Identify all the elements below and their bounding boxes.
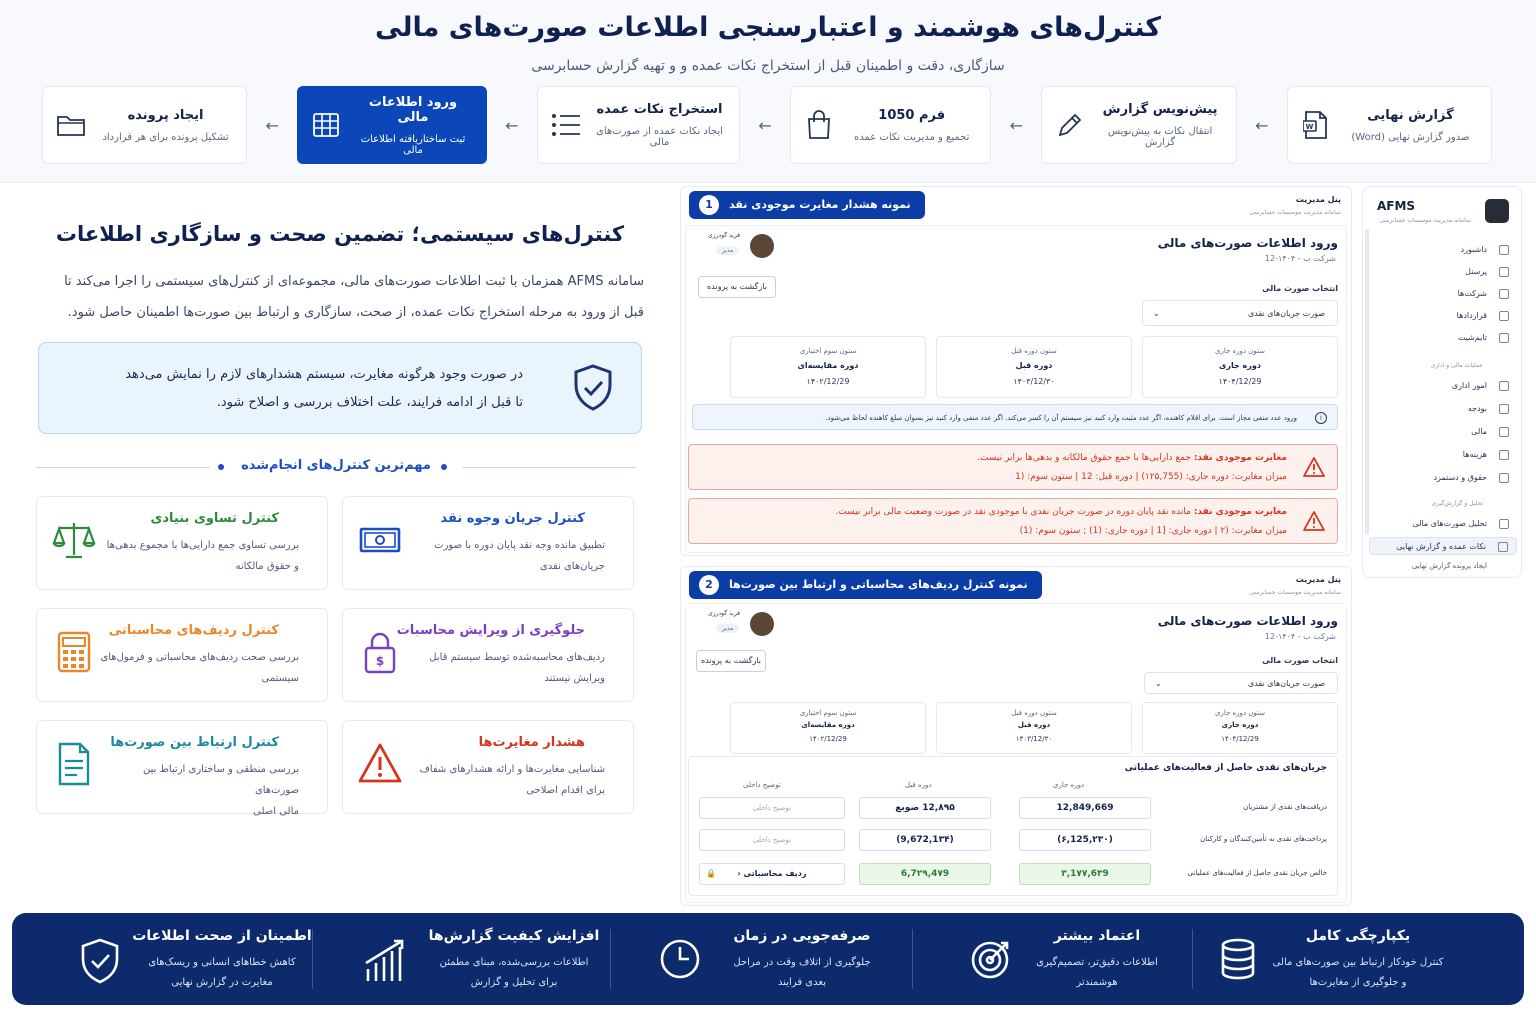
column-date: ۱۴۰۲/12/29: [809, 735, 847, 743]
table-title: جریان‌های نقدی حاصل از فعالیت‌های عملیاتی: [1124, 763, 1327, 773]
discrepancy-alert: [688, 444, 1338, 490]
report-icon: [1498, 542, 1508, 552]
sidebar-item-costs[interactable]: [1369, 446, 1517, 464]
row-label: پرداخت‌های نقدی به تأمین‌کنندگان و کارکنان: [1200, 835, 1327, 843]
card-desc: [405, 759, 605, 801]
card-desc-line: ردیف‌های محاسبه‌شده توسط سیستم قابل: [429, 652, 605, 663]
form-title: ورود اطلاعات صورت‌های مالی: [1157, 236, 1338, 250]
card-title: کنترل ارتباط بین صورت‌ها: [110, 735, 279, 750]
benefit-desc: [414, 953, 614, 993]
card-desc: [99, 759, 299, 822]
benefit-desc-line: جلوگیری از اتلاف وقت در مراحل: [733, 957, 871, 968]
sidebar-item-finance[interactable]: [1369, 423, 1517, 441]
column-date: ۱۴۰۴/12/29: [1218, 377, 1262, 386]
sidebar-item-label: قراردادها: [1456, 311, 1487, 320]
step-desc: تشکیل پرونده برای هر قرارداد: [102, 131, 229, 143]
sidebar-item-payroll[interactable]: [1369, 469, 1517, 487]
sample-panel-cash-warning: [680, 186, 1352, 556]
calculator-icon: [51, 629, 97, 675]
arrow-icon: ←: [1009, 115, 1024, 135]
arrow-icon: ←: [505, 115, 519, 135]
svg-text:$: $: [375, 654, 385, 668]
shield-check-icon: [76, 937, 122, 983]
divider-line: [462, 467, 636, 468]
statement-select[interactable]: [1142, 300, 1338, 326]
arrow-icon: ←: [265, 115, 279, 135]
alert-title: [835, 507, 1287, 517]
step-desc: تجمیع و مدیریت نکات عمده: [854, 131, 970, 143]
pencil-icon: [1054, 109, 1086, 141]
benefit-title: اعتماد بیشتر: [1053, 928, 1141, 944]
control-card: [36, 608, 328, 702]
sidebar-item-label: تحلیل صورت‌های مالی: [1412, 519, 1487, 528]
column-date: ۱۴۰۴/12/29: [1221, 735, 1259, 743]
card-title: کنترل جریان وجوه نقد: [440, 511, 585, 526]
alert-text: جمع دارایی‌ها با جمع حقوق مالکانه و بدهی‌ها برابر نیست.: [977, 453, 1191, 463]
payroll-icon: [1499, 473, 1509, 483]
step-title: استخراج نکات عمده: [596, 102, 723, 117]
sidebar-item-label: حقوق و دستمزد: [1433, 473, 1487, 482]
contract-icon: [1499, 311, 1509, 321]
user-role-badge: مدیر: [716, 246, 739, 255]
column-header: ستون سوم اختیاری: [799, 709, 857, 717]
column-name: دوره مقایسه‌ای: [797, 361, 859, 370]
previous-period-column[interactable]: [936, 702, 1132, 754]
intro-line: سامانه AFMS همزمان با ثبت اطلاعات صورت‌های مالی، مجموعه‌ای از کنترل‌های سیستمی را اجرا می‌کند تا: [64, 274, 644, 289]
sample-badge: [689, 571, 1042, 599]
form-title: ورود اطلاعات صورت‌های مالی: [1157, 614, 1338, 628]
card-desc-line: و حقوق مالکانه: [235, 561, 299, 572]
step-form-1050[interactable]: [790, 86, 991, 164]
badge-number: 2: [699, 575, 719, 595]
admin-icon: [1499, 381, 1509, 391]
arrow-icon: ←: [1255, 115, 1269, 135]
panel-subtitle: سامانه مدیریت موسسات حسابرسی: [1249, 209, 1341, 216]
word-icon: [1300, 109, 1332, 141]
column-header: ستون دوره جاری: [1214, 347, 1266, 355]
sidebar-item-label: ایجاد پرونده گزارش نهایی: [1412, 562, 1487, 570]
sidebar-item-admin[interactable]: [1369, 377, 1517, 395]
intro-line: قبل از ورود به مرحله استخراج نکات عمده، از صحت، سازگاری و ارتباط بین صورت‌ها اطمینان حاصل شود.: [67, 305, 644, 320]
column-name: دوره جاری: [1219, 361, 1261, 370]
benefit-desc: [1258, 953, 1458, 993]
internal-note-input[interactable]: توضیح داخلی: [699, 797, 845, 819]
brand: [1371, 197, 1509, 237]
card-title: جلوگیری از ویرایش محاسبات: [396, 623, 585, 638]
sidebar-group-label[interactable]: تحلیل و گزارش‌گیری: [1431, 500, 1483, 507]
statement-select[interactable]: [1144, 672, 1338, 694]
discrepancy-alert: [688, 498, 1338, 544]
app-sidebar: [1362, 186, 1522, 578]
benefit-title: صرفه‌جویی در زمان: [733, 928, 871, 944]
intro-text: [36, 266, 644, 328]
sidebar-item-create-report[interactable]: [1369, 557, 1517, 575]
user-role-badge: مدیر: [716, 624, 739, 633]
current-period-column[interactable]: [1142, 702, 1338, 754]
panel-title: پنل مدیریت: [1295, 195, 1341, 204]
calculated-row-tag: [699, 863, 845, 885]
column-name: دوره جاری: [1221, 721, 1259, 729]
header: [0, 0, 1536, 183]
benefit-desc-line: اطلاعات دقیق‌تر، تصمیم‌گیری: [1036, 957, 1158, 968]
card-title: کنترل ردیف‌های محاسباتی: [108, 623, 279, 638]
badge-label: نمونه کنترل ردیف‌های محاسباتی و ارتباط بین صورت‌ها: [729, 578, 1028, 591]
form-subtitle: شرکت ب - ۱۴۰۴-12: [1264, 632, 1336, 641]
card-desc: [99, 535, 299, 577]
select-value: صورت جریان‌های نقدی: [1248, 679, 1325, 688]
control-card: [342, 720, 634, 814]
warning-icon: [357, 741, 403, 787]
column-name: دوره مقایسه‌ای: [801, 721, 855, 729]
page-title: کنترل‌های هوشمند و اعتبارسنجی اطلاعات صورت‌های مالی: [375, 12, 1161, 43]
benefit-item: [72, 913, 372, 1005]
previous-value-input[interactable]: (9,672,1۳۴): [859, 829, 991, 851]
controls-info: [36, 190, 644, 820]
badge-number: 1: [699, 195, 719, 215]
divider-dot: [441, 464, 447, 470]
section-title: مهم‌ترین کنترل‌های انجام‌شده: [241, 458, 431, 473]
card-desc-line: شناسایی مغایرت‌ها و ارائه هشدارهای شفاف: [419, 764, 605, 775]
column-header: ستون دوره قبل: [1011, 709, 1057, 717]
list-icon: [550, 109, 582, 141]
current-period-column[interactable]: [1142, 336, 1338, 398]
step-enter-financial-data[interactable]: [297, 86, 487, 164]
step-desc: صدور گزارش نهایی (Word): [1351, 131, 1470, 143]
badge-label: نمونه هشدار مغایرت موجودی نقد: [729, 198, 911, 211]
chart-icon: [1499, 519, 1509, 529]
card-desc-line: ویرایش نیستند: [544, 673, 605, 684]
notice-box: [38, 342, 642, 434]
benefit-desc-line: و جلوگیری از مغایرت‌ها: [1309, 977, 1407, 988]
svg-text:W: W: [1305, 123, 1314, 131]
column-date: ۱۴۰۲/12/29: [806, 377, 850, 386]
chevron-down-icon: ⌄: [1155, 679, 1162, 688]
step-final-report[interactable]: [1287, 86, 1492, 164]
column-header: ستون دوره قبل: [1011, 347, 1057, 355]
column-date: ۱۴۰۳/12/۳۰: [1015, 735, 1053, 743]
card-desc-line: جریان‌های نقدی: [539, 561, 605, 572]
budget-icon: [1499, 404, 1509, 414]
card-title: کنترل تساوی بنیادی: [150, 511, 279, 526]
sidebar-item-personnel[interactable]: [1369, 263, 1517, 281]
benefit-desc-line: مغایرت در گزارش نهایی: [171, 977, 273, 988]
building-icon: [1499, 289, 1509, 299]
cash-flow-table: [688, 756, 1338, 896]
brand-subtitle: سامانه مدیریت موسسات حسابرسی: [1379, 217, 1471, 224]
cash-icon: [357, 517, 403, 563]
section-heading: کنترل‌های سیستمی؛ تضمین صحت و سازگاری اطلاعات: [55, 222, 625, 246]
sidebar-item-timesheet[interactable]: [1369, 329, 1517, 347]
sidebar-item-label: بودجه: [1467, 404, 1487, 413]
costs-icon: [1499, 450, 1509, 460]
card-desc: [405, 647, 605, 689]
step-desc: ثبت ساختاریافته اطلاعات مالی: [360, 133, 466, 156]
benefit-item: [652, 913, 952, 1005]
user-name: فرید گودرزی: [708, 610, 741, 617]
card-desc-line: بررسی صحت ردیف‌های محاسباتی و فرمول‌های: [100, 652, 299, 663]
row-label: خالص جریان نقدی حاصل از فعالیت‌های عملیاتی: [1187, 869, 1327, 877]
control-cards: [36, 496, 636, 816]
control-card: [342, 496, 634, 590]
select-label: انتخاب صورت مالی: [1262, 284, 1338, 293]
benefit-desc-line: برای تحلیل و گزارش: [470, 977, 558, 988]
avatar[interactable]: [750, 234, 774, 258]
warning-icon: [1303, 456, 1325, 478]
control-card: [36, 496, 328, 590]
sidebar-item-label: شرکت‌ها: [1457, 289, 1487, 298]
sidebar-item-label: مالی: [1471, 427, 1487, 436]
optional-third-column[interactable]: [730, 336, 926, 398]
notice-text: [103, 361, 523, 417]
lock-icon: 🔒: [706, 869, 716, 878]
panel-subtitle: سامانه مدیریت موسسات حسابرسی: [1249, 589, 1341, 596]
card-desc: [405, 535, 605, 577]
benefit-desc-line: هوشمندتر: [1076, 977, 1118, 988]
column-header: دوره جاری: [1053, 781, 1085, 789]
alert-values: میزان مغایرت: (۲ | دوره جاری: [1 | دوره جاری: (1) ; ستون سوم: (1): [1019, 526, 1287, 536]
step-desc: انتقال نکات به پیش‌نویس گزارش: [1107, 126, 1213, 148]
card-desc-line: بررسی منطقی و ساختاری ارتباط بین صورت‌های: [143, 764, 299, 796]
alert-values: میزان مغایرت: دوره جاری: (۱۲۵,755) | دوره قبل: 12 | ستون سوم: (1: [1015, 472, 1287, 482]
lock-icon: [357, 629, 403, 675]
info-note: [692, 404, 1338, 430]
previous-value-input[interactable]: 12,۸۹۵ ضوبع: [859, 797, 991, 819]
dashboard-icon: [1499, 245, 1509, 255]
sidebar-item-fs-analysis[interactable]: [1369, 515, 1517, 533]
form-card: [685, 225, 1347, 553]
benefit-item: [364, 913, 664, 1005]
step-title: پیش‌نویس گزارش: [1102, 102, 1218, 117]
afms-logo-icon: [1485, 199, 1509, 223]
users-icon: [1499, 267, 1509, 277]
alert-heading: مغایرت موجودی نقد:: [1193, 453, 1287, 463]
sidebar-group-label[interactable]: عملیات مالی و اداری: [1430, 362, 1483, 369]
brand-name: AFMS: [1377, 199, 1416, 213]
panel-title: پنل مدیریت: [1295, 575, 1341, 584]
benefit-desc-line: بعدی فرایند: [778, 977, 826, 988]
control-card: [36, 720, 328, 817]
sidebar-item-companies[interactable]: [1369, 285, 1517, 303]
card-desc-line: تطبیق مانده وجه نقد پایان دوره با صورت: [434, 540, 605, 551]
section-divider: [36, 456, 636, 480]
sidebar-item-budget[interactable]: [1369, 400, 1517, 418]
benefit-desc-line: کاهش خطاهای انسانی و ریسک‌های: [148, 957, 296, 968]
column-name: دوره قبل: [1017, 721, 1051, 729]
column-header: ستون دوره جاری: [1214, 709, 1266, 717]
page-subtitle: سازگاری، دقت و اطمینان قبل از استخراج نکات عمده و و تهیه گزارش حسابرسی: [531, 58, 1005, 74]
previous-period-column[interactable]: [936, 336, 1132, 398]
step-title: گزارش نهایی: [1367, 107, 1454, 123]
balance-scale-icon: [51, 517, 97, 563]
card-title: هشدار مغایرت‌ها: [478, 735, 585, 750]
benefit-desc: [702, 953, 902, 993]
clock-icon: [1499, 333, 1509, 343]
benefits-bar: [12, 913, 1524, 1005]
shield-check-icon: [571, 363, 615, 413]
warning-icon: [1303, 510, 1325, 532]
calculated-previous-value: 6,7۲۹,4۷9: [859, 863, 991, 885]
control-card: [342, 608, 634, 702]
benefit-title: اطمینان از صحت اطلاعات: [132, 928, 312, 944]
form-card: [685, 603, 1347, 903]
sidebar-item-label: نکات عمده و گزارش نهایی: [1396, 542, 1486, 551]
step-title: فرم 1050: [878, 107, 946, 123]
card-desc-line: سیستمی: [261, 673, 299, 684]
card-desc-line: مالی اصلی: [253, 806, 299, 817]
column-date: ۱۴۰۳/12/۳۰: [1013, 377, 1055, 386]
info-icon: i: [1315, 412, 1327, 424]
calculated-current-value: ۳,1۷۷,6۳9: [1019, 863, 1151, 885]
step-create-file[interactable]: [42, 86, 247, 164]
card-desc-line: برای اقدام اصلاحی: [526, 785, 605, 796]
internal-note-input[interactable]: توضیح داخلی: [699, 829, 845, 851]
benefit-desc-line: اطلاعات بررسی‌شده، مبنای مطمئن: [439, 957, 589, 968]
document-icon: [51, 741, 97, 787]
form-subtitle: شرکت ب - ۱۴۰۴-12: [1264, 254, 1336, 263]
select-value: صورت جریان‌های نقدی: [1248, 309, 1325, 318]
step-desc: ایجاد نکات عمده از صورت‌های مالی: [596, 126, 723, 148]
user-name: فرید گودرزی: [708, 232, 741, 239]
column-name: دوره قبل: [1015, 361, 1053, 370]
step-title: ایجاد پرونده: [127, 107, 204, 123]
sidebar-item-key-points[interactable]: [1369, 537, 1517, 555]
column-header: توضیح داخلی: [743, 781, 781, 789]
sidebar-item-label: امور اداری: [1451, 381, 1487, 390]
alert-text: مانده نقد پایان دوره در صورت جریان نقدی با موجودی نقد در صورت وضعیت مالی برابر نیست.: [835, 507, 1191, 517]
sidebar-item-label: تایم‌شیت: [1457, 333, 1487, 342]
sample-badge: [689, 191, 925, 219]
finance-icon: [1499, 427, 1509, 437]
alert-heading: مغایرت موجودی نقد:: [1193, 507, 1287, 517]
alert-title: [977, 453, 1287, 463]
benefit-title: یکپارچگی کامل: [1305, 928, 1411, 944]
benefit-desc: [997, 953, 1197, 993]
benefit-desc-line: کنترل خودکار ارتباط بین صورت‌های مالی: [1272, 957, 1444, 968]
bag-icon: [803, 109, 835, 141]
back-to-file-button[interactable]: بازگشت به پرونده: [696, 650, 766, 672]
sidebar-item-contracts[interactable]: [1369, 307, 1517, 325]
sidebar-item-label: پرسنل: [1465, 267, 1487, 276]
row-label: دریافت‌های نقدی از مشتریان: [1243, 803, 1327, 811]
card-desc-line: بررسی تساوی جمع دارایی‌ها با مجموع بدهی‌ها: [106, 540, 299, 551]
current-value-input[interactable]: (۶,125,۲۳۰): [1019, 829, 1151, 851]
chevron-down-icon: ⌄: [1153, 309, 1160, 318]
sidebar-item-label: هزینه‌ها: [1462, 450, 1487, 459]
step-extract-points[interactable]: [537, 86, 740, 164]
notice-line: تا قبل از ادامه فرایند، علت اختلاف بررسی و اصلاح شود.: [216, 395, 523, 410]
sample-panel-calculated-rows: [680, 566, 1352, 906]
back-to-file-button[interactable]: بازگشت به پرونده: [698, 276, 776, 298]
sidebar-item-label: داشبورد: [1460, 245, 1487, 254]
table-icon: [310, 109, 342, 141]
sidebar-item-dashboard[interactable]: [1369, 241, 1517, 259]
notice-line: در صورت وجود هرگونه مغایرت، سیستم هشدارهای لازم را نمایش می‌دهد: [125, 367, 523, 382]
calculated-row-label: ردیف محاسباتی ‹: [737, 869, 807, 878]
current-value-input[interactable]: 12,849,669: [1019, 797, 1151, 819]
benefit-desc: [122, 953, 322, 993]
column-header: ستون سوم اختیاری: [799, 347, 857, 355]
optional-third-column[interactable]: [730, 702, 926, 754]
folder-icon: [55, 109, 87, 141]
arrow-icon: ←: [758, 115, 772, 135]
step-title: ورود اطلاعات مالی: [368, 94, 458, 125]
benefit-title: افزایش کیفیت گزارش‌ها: [428, 928, 600, 944]
step-draft-report[interactable]: [1041, 86, 1237, 164]
benefit-item: [967, 913, 1267, 1005]
workflow-steps: [42, 86, 1492, 164]
card-desc: [99, 647, 299, 689]
info-text: ورود عدد منفی مجاز است. برای اقلام کاهنده، اگر عدد مثبت وارد کنید نیز سیستم آن را کسر می‌کند. اگر عدد منفی وارد کنید نیز بسوان مبلغ کاهنده لحاظ می‌شود.: [825, 414, 1297, 422]
avatar[interactable]: [750, 612, 774, 636]
column-header: دوره قبل: [905, 781, 932, 789]
select-label: انتخاب صورت مالی: [1262, 656, 1338, 665]
